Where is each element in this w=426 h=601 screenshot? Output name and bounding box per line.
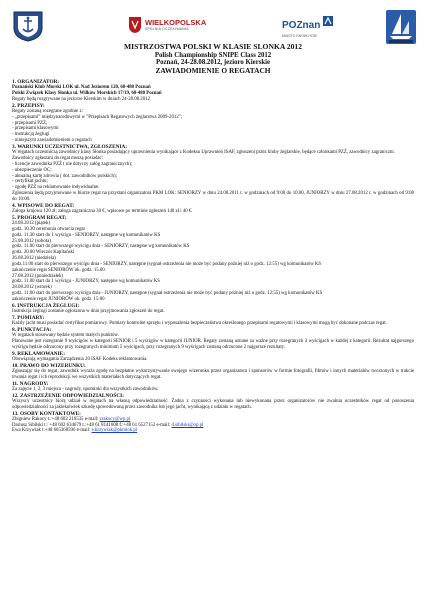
body-text: Wszyscy uczestnicy biorą udział w regatach na własną odpowiedzialność. Żadna z czynności wykonana lub niewykonana przez organizatorów nie zwalnia uczestników regat od ponoszenia odpowiedzialności za jakiekolwiek szkodę spowodowaną przez zawodnika lub jego jacht, wynikającą z udziału w regatach. [12, 398, 414, 410]
schedule-line: godz.11.00 start do pierwszego wyścigu dnia - SENIORZY, następne (sygnał ostrzeżenia nie może być podany później niż o godz. 12:55) wg komunikatów KS [12, 261, 322, 267]
section-heading: 1. ORGANIZATOR: [12, 79, 60, 85]
schedule-line: godz. 11:00 start do pierwszego wyścigu dnia - JUNIORZY, następne (sygnał ostrzeżenia nie może być podany później niż o godz. 12:55) wg komunikatów KS [12, 291, 323, 297]
contact-email-link[interactable]: d.sibilski@op.pl [171, 422, 204, 428]
list-item: - niniejszym zawiadomieniem o regatach [12, 138, 92, 144]
body-text: W regatach uczestniczą zawodnicy klasy Słonka posiadający uprawnienia wynikające z Kodeksu Uprawnień ISAF, zgłoszeni przez kluby żeglarskie, będące członkami PZŻ, zawodnicy zagraniczni. [12, 150, 395, 156]
list-item: - zgodę PZŻ na reklamowanie indywidualne. [12, 185, 100, 191]
contact-line: Dariusz Sibilski t.: +48 602 634679 t.:+48 61 8141608 f.:+48 61 6527152 e-mail: d.sibilski@op.pl [12, 422, 204, 428]
event-title: MISTRZOSTWA POLSKI W KLASIE SLONKA 2012 [123, 42, 302, 51]
body-text: Za zajęcie 1, 2, 3 miejsca - nagrody, upominki dla wszystkich zawodników. [12, 386, 159, 392]
schedule-line: 26.08.2012 (niedziela) [12, 256, 56, 262]
body-text: Każdy jacht musi posiadać certyfikat pomiarowy. Pomiary kontrolne sprzętu i wyposażenia bezpieczeństwa określonego przepisami regatowymi i klasowymi mogą być dokonane podczas regat. [12, 321, 387, 327]
schedule-line: 27.08.2012 (poniedziałek) [12, 273, 63, 279]
organizer-line: Poznański Klub Morski LOK ul. Nad Jeziorem 120, 60-480 Poznań [12, 85, 151, 91]
section-heading: 10. PRAWO DO WIZERUNKU: [12, 362, 86, 369]
notice-of-race-heading: ZAWIADOMIENIE O REGATACH [155, 65, 271, 75]
schedule-line: godz. 11.00 start do 1 wyścigu - JUNIORZY, następne wg komunikatów KS [12, 279, 160, 285]
contact-email-link[interactable]: e.krzywiak@pkmlok.pl [91, 428, 138, 434]
list-item: - instrukcją żeglugi [12, 132, 50, 138]
body-text: Regaty zostaną rozegrane zgodnie z: [12, 108, 84, 114]
schedule-line: zakończenie regat JUNIORÓW ok. godz. 15:00 [12, 297, 105, 303]
schedule-line: godz. 11.30 start do 1 wyścigu - SENIORZY, następne wg komunikatów KS [12, 232, 161, 238]
klub-morski-logo [10, 8, 46, 42]
notice-header [0, 43, 426, 75]
list-item: - certyfikat jachtu; [12, 179, 48, 185]
list-item: - ubezpieczenie OC; [12, 167, 52, 173]
body-text: W regatach stosowany będzie system małych punktów. [12, 333, 119, 339]
section-heading: 6. INSTRUKCJA ŻEGLUGI: [12, 302, 80, 309]
section-heading: 12. ZASTRZEŻENIE ODPOWIEDZIALNOŚCI: [12, 392, 124, 399]
section-heading: 13. OSOBY KONTAKTOWE: [12, 410, 81, 417]
contact-line: Zbigniew Rakocy t.:+48 602 216535 e-mail: zrakocy@wp.pl [12, 416, 131, 422]
list-item: - przepisami klasowymi [12, 126, 59, 132]
snipe-class-logo [385, 9, 417, 45]
body-text: Załoga krajowa 120 zł; załoga zagraniczna 30 €, wpisowe po terminie zgłoszeń 140 zł i 40 €. [12, 209, 193, 214]
logos-bar [0, 6, 426, 46]
poznan-mark-icon [322, 15, 334, 27]
schedule-line: godz. 10.30 ceremonia otwarcia regat [12, 226, 85, 232]
organizer-line: Polski Związek Klasy Słonka ul. Wilków Morskich 17/19, 60-480 Poznań [12, 91, 162, 97]
notice-body [12, 79, 414, 434]
list-item: - licencje zawodnika PZŻ ( nie dotyczy załóg zagranicznych); [12, 161, 133, 167]
list-item: - przepisami PZŻ; [12, 120, 48, 126]
section-heading: 9. REKLAMOWANIE: [12, 350, 65, 357]
body-text: Obowiązują wymagania Zarządzenia 20 ISAF Kodeks reklamowania. [12, 356, 148, 362]
section-heading: 5. PROGRAM REGAT: [12, 214, 67, 221]
schedule-line: godz. 11.00 start do pierwszego wyścigu dnia - SENIORZY, następne wg komunikatów KS [12, 244, 190, 250]
list-item: - „przepisami” międzynarodowymi w "Przepisach Regatowych żeglarstwa 2009-2012"; [12, 114, 183, 120]
wielkopolska-emblem-icon [128, 16, 142, 34]
body-text: Zgłoszenia będą przyjmowane w biurze regat na przystani organizatora PKM LOK: SENIORZY w dniu 24.08.2011 r. w godzinach od 9:00 do 10.00, JUNIORZY w dniu 27.08.2012 r. w godzinach od 9:00 do 10:00. [12, 191, 414, 202]
section-heading: 2. PRZEPISY: [12, 102, 45, 109]
body-text: Planowane jest rozegranie 9 wyścigów w kategorii SENIOR i 5 wyścigów w kategorii JUNIOR. Regaty zostaną uznane za ważne przy rozegranych 3 wyścigach w każdej z kategorii. Rezultat najgorszego wyścigu będzie odrzucony przy rozegranych minimum 5 wyścigach, przy rozegranych 9 wyścigach zostaną odrzucone 2 najgorsze rezultaty. [12, 339, 414, 350]
schedule-line: 25.08.2012 (sobota) [12, 238, 51, 244]
wielkopolska-logo: WIELKOPOLSKA SPEŁNIA OCZEKIWANIA [128, 14, 206, 36]
section-heading: 7. POMIARY: [12, 314, 45, 321]
schedule-line: godz. 20.00 Wieczór Kapitański [12, 250, 75, 256]
poznan-logo: POZnan MIASTO KNOW-HOW [282, 15, 334, 37]
body-text: Instrukcja żeglugi zostanie ogłoszona w dniu przyjmowania zgłoszeń do regat. [12, 309, 165, 315]
body-text: Zgłaszając się do regat, zawodnik wyraża zgodę na bezpłatne wykorzystywanie swojego wizerunku przez organizatora i sponsorów w formie fotografii, filmów i innych materiałów tworzonych w trakcie trwania regat i ich reprodukcji we wszystkich materiałach dotyczących regat. [12, 368, 414, 380]
body-text: Regaty będą rozgrywane na jeziorze Kierskim w dniach 24-28.08.2012 [12, 96, 150, 102]
contact-email-link[interactable]: zrakocy@wp.pl [99, 416, 131, 422]
event-subtitle: Polish Championship SNIPE Class 2012 [154, 51, 272, 59]
body-text: Zawodnicy zgłaszani do regat muszą posiadać: [12, 156, 104, 162]
list-item: - aktualną kartę zdrowia ( dot. zawodników polskich); [12, 173, 117, 179]
section-heading: 11. NAGRODY: [12, 380, 49, 387]
section-heading: 4. WPISOWE DO REGAT: [12, 202, 75, 209]
section-heading: 3. WARUNKI UCZESTNICTWA, ZGŁOSZENIA: [12, 144, 128, 150]
schedule-line: zakończenie regat SENIORÓW ok. godz. 15.00 [12, 267, 105, 273]
schedule-line: 24.08.2012 (piątek) [12, 221, 51, 227]
schedule-line: 28.08.2012 (wtorek) [12, 285, 52, 291]
event-dates-location: Poznań, 24-28.08.2012, jezioro Kierskie [155, 59, 271, 67]
contact-line: Ewa Krzywiak t:+48 605368596 e-mail: e.krzywiak@pkmlok.pl [12, 428, 138, 434]
section-heading: 8. PUNKTACJA: [12, 326, 52, 333]
